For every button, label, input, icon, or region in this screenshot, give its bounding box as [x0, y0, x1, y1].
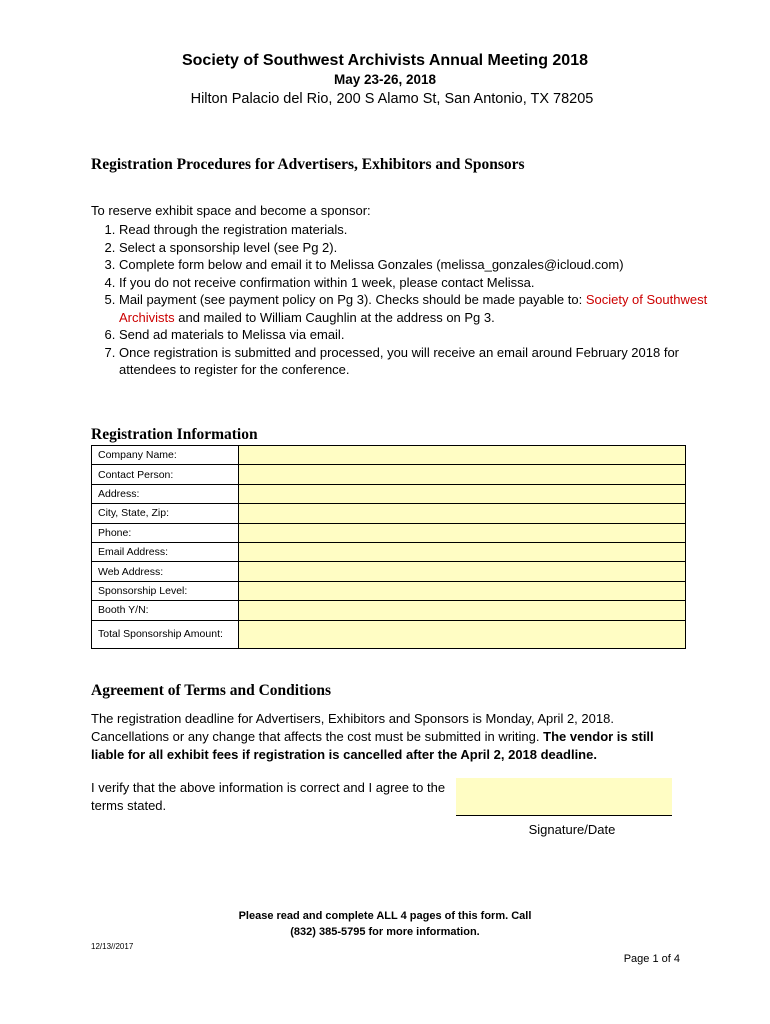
- table-row: [92, 620, 686, 648]
- agreement-paragraph: [91, 710, 671, 764]
- list-item: 4. If you do not receive confirmation within 1 week, please contact Melissa.: [119, 274, 709, 292]
- list-item: 6. Send ad materials to Melissa via email.: [119, 326, 709, 344]
- page-number: Page 1 of 4: [623, 953, 680, 965]
- list-item: 1. Read through the registration materials.: [119, 221, 709, 239]
- agreement-heading: Agreement of Terms and Conditions: [91, 682, 331, 699]
- city-state-zip-field[interactable]: [239, 504, 686, 523]
- booth-field[interactable]: [239, 601, 686, 620]
- signature-date-label: Signature/Date: [528, 822, 616, 837]
- verify-statement: I verify that the above information is correct and I agree to the terms stated.: [91, 780, 446, 813]
- procedures-intro: To reserve exhibit space and become a sponsor:: [91, 203, 371, 218]
- list-item: [119, 291, 709, 326]
- list-item: 7. Once registration is submitted and processed, you will receive an email around February 2018 for attendees to register for the conference.: [119, 344, 709, 379]
- registration-table: [91, 445, 686, 649]
- web-address-field[interactable]: [239, 562, 686, 581]
- booth-label: Booth Y/N:: [92, 601, 239, 620]
- table-row: [92, 542, 686, 561]
- footer-note: [0, 908, 770, 940]
- sponsorship-level-field[interactable]: [239, 581, 686, 600]
- table-row: [92, 504, 686, 523]
- email-address-label: Email Address:: [92, 542, 239, 561]
- address-field[interactable]: [239, 484, 686, 503]
- procedures-heading: Registration Procedures for Advertisers, Exhibitors and Sponsors: [91, 156, 525, 173]
- procedure-steps: [92, 221, 709, 379]
- signature-field[interactable]: [456, 778, 672, 816]
- table-row: [92, 484, 686, 503]
- list-item: 3. Complete form below and email it to Melissa Gonzales (melissa_gonzales@icloud.com): [119, 256, 709, 274]
- contact-person-field[interactable]: [239, 465, 686, 484]
- web-address-label: Web Address:: [92, 562, 239, 581]
- table-row: [92, 523, 686, 542]
- contact-person-label: Contact Person:: [92, 465, 239, 484]
- step5-text-end: and mailed to William Caughlin at the address on Pg 3.: [174, 309, 495, 325]
- email-address-field[interactable]: [239, 542, 686, 561]
- meeting-dates: May 23-26, 2018: [333, 72, 437, 87]
- phone-field[interactable]: [239, 523, 686, 542]
- registration-heading: Registration Information: [91, 426, 258, 443]
- list-item: 2. Select a sponsorship level (see Pg 2).: [119, 239, 709, 257]
- agreement-text: The registration deadline for Advertisers, Exhibitors and Sponsors is Monday, April 2, 2018. Cancellations or any change that affects the cost must be submitted in writing.: [91, 711, 614, 744]
- phone-label: Phone:: [92, 523, 239, 542]
- total-sponsorship-amount-label: Total Sponsorship Amount:: [92, 620, 239, 648]
- total-sponsorship-amount-field[interactable]: [239, 620, 686, 648]
- table-row: [92, 581, 686, 600]
- company-name-field[interactable]: [239, 446, 686, 465]
- table-row: [92, 562, 686, 581]
- document-date: 12/13//2017: [91, 942, 134, 951]
- sponsorship-level-label: Sponsorship Level:: [92, 581, 239, 600]
- address-label: Address:: [92, 484, 239, 503]
- venue-address: Hilton Palacio del Rio, 200 S Alamo St, San Antonio, TX 78205: [190, 91, 594, 107]
- agreement-bold-text: The vendor is still liable for all exhibit fees if registration is cancelled after the April 2, 2018 deadline.: [91, 729, 654, 762]
- table-row: [92, 465, 686, 484]
- footer-note-text: Please read and complete ALL 4 pages of this form. Call (832) 385-5795 for more information.: [238, 910, 532, 938]
- table-row: [92, 601, 686, 620]
- step5-text: Mail payment (see payment policy on Pg 3). Checks should be made payable to:: [119, 292, 586, 307]
- company-name-label: Company Name:: [92, 446, 239, 465]
- city-state-zip-label: City, State, Zip:: [92, 504, 239, 523]
- payee-name: Society of Southwest Archivists: [119, 292, 708, 325]
- table-row: [92, 446, 686, 465]
- document-title: Society of Southwest Archivists Annual Meeting 2018: [181, 52, 588, 69]
